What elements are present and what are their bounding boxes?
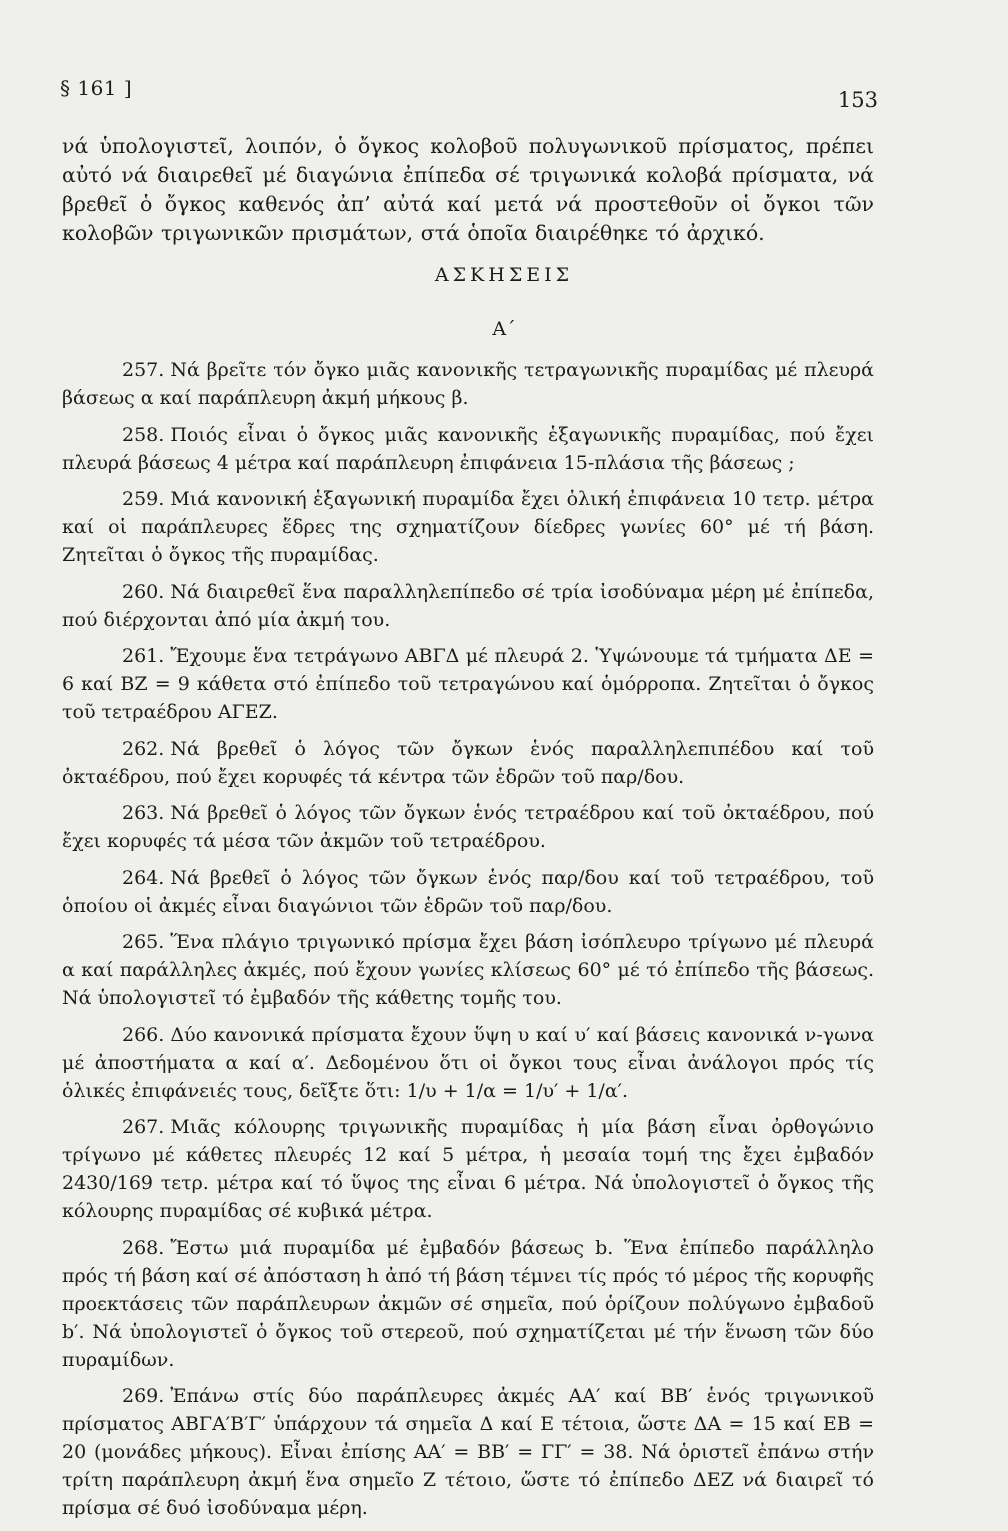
exercise-item xyxy=(62,642,874,726)
subsection-title: Α΄ xyxy=(492,318,516,340)
exercise-text: Μιά κανονική ἑξαγωνική πυραμίδα ἔχει ὁλική ἐπιφάνεια 10 τετρ. μέτρα καί οἱ παράπλευρες ἕδρες της σχηματίζουν δίεδρες γωνίες 60° μέ τή βάση. Ζητεῖται ὁ ὄγκος τῆς πυραμίδας. xyxy=(62,488,874,566)
exercise-item xyxy=(62,485,874,569)
exercise-text: Ποιός εἶναι ὁ ὄγκος μιᾶς κανονικῆς ἑξαγωνικῆς πυραμίδας, πού ἔχει πλευρά βάσεως 4 μέτρα καί παράπλευρη ἐπιφάνεια 15-πλάσια τῆς βάσεως ; xyxy=(62,423,874,474)
exercise-item xyxy=(62,421,874,477)
exercise-number: 262. xyxy=(122,737,165,760)
exercise-number: 265. xyxy=(122,931,165,953)
page-number: 153 xyxy=(837,88,878,112)
exercise-number: 257. xyxy=(122,359,165,381)
exercise-item xyxy=(62,1021,874,1105)
exercise-item xyxy=(62,356,874,412)
exercise-number: 267. xyxy=(122,1116,165,1138)
exercise-number: 259. xyxy=(122,488,165,510)
exercise-item xyxy=(62,1382,874,1522)
exercise-item xyxy=(62,799,874,855)
exercise-text: Νά βρεθεῖ ὁ λόγος τῶν ὄγκων ἑνός παραλληλεπιπέδου καί τοῦ ὀκταέδρου, πού ἔχει κορυφές τά κέντρα τῶν ἑδρῶν τοῦ παρ/δου. xyxy=(62,737,874,788)
exercise-list xyxy=(62,356,874,1531)
exercise-item xyxy=(62,735,874,791)
exercise-number: 268. xyxy=(122,1236,165,1259)
exercise-text: Δύο κανονικά πρίσματα ἔχουν ὕψη υ καί υ′ καί βάσεις κανονικά ν-γωνα μέ ἀποστήματα α καί α′. Δεδομένου ὅτι οἱ ὄγκοι τους εἶναι ἀνάλογοι πρός τίς ὁλικές ἐπιφάνειές τους, δεῖξτε ὅτι: 1/υ + 1/α = 1/υ′ + 1/α′. xyxy=(62,1023,874,1102)
exercise-text: Νά διαιρεθεῖ ἕνα παραλληλεπίπεδο σέ τρία ἰσοδύναμα μέρη μέ ἐπίπεδα, πού διέρχονται ἀπό μία ἀκμή του. xyxy=(62,580,874,631)
section-title: ΑΣΚΗΣΕΙΣ xyxy=(434,264,574,286)
exercise-item xyxy=(62,864,874,920)
exercise-number: 269. xyxy=(122,1385,165,1407)
exercise-text: Ἔχουμε ἕνα τετράγωνο ΑΒΓΔ μέ πλευρά 2. Ὑψώνουμε τά τμήματα ΔΕ = 6 καί ΒΖ = 9 κάθετα στό ἐπίπεδο τοῦ τετραγώνου καί ὁμόρροπα. Ζητεῖται ὁ ὄγκος τοῦ τετραέδρου ΑΓΕΖ. xyxy=(62,645,874,723)
exercise-number: 258. xyxy=(122,423,165,446)
exercise-number: 261. xyxy=(122,645,165,667)
exercise-number: 266. xyxy=(122,1023,165,1046)
exercise-text: Νά βρεῖτε τόν ὄγκο μιᾶς κανονικῆς τετραγωνικῆς πυραμίδας μέ πλευρά βάσεως α καί παράπλευρη ἀκμή μήκους β. xyxy=(62,359,874,409)
exercise-text: Ἔστω μιά πυραμίδα μέ ἐμβαδόν βάσεως b. Ἕνα ἐπίπεδο παράλληλο πρός τή βάση καί σέ ἀπόσταση h ἀπό τή βάση τέμνει τίς πρός τό μέρος τῆς κορυφῆς προεκτάσεις τῶν παράπλευρων ἀκμῶν σέ σημεῖα, πού ὁρίζουν πολύγωνο ἐμβαδοῦ b′. Νά ὑπολογιστεῖ ὁ ὄγκος τοῦ στερεοῦ, πού σχηματίζεται μέ τήν ἕνωση τῶν δύο πυραμίδων. xyxy=(62,1236,874,1371)
exercise-item xyxy=(62,1234,874,1374)
exercise-text: Ἕνα πλάγιο τριγωνικό πρίσμα ἔχει βάση ἰσόπλευρο τρίγωνο μέ πλευρά α καί παράλληλες ἀκμές, πού ἔχουν γωνίες κλίσεως 60° μέ τό ἐπίπεδο τῆς βάσεως. Νά ὑπολογιστεῖ τό ἐμβαδόν τῆς κάθετης τομῆς του. xyxy=(62,931,874,1009)
exercise-text: Νά βρεθεῖ ὁ λόγος τῶν ὄγκων ἑνός παρ/δου καί τοῦ τετραέδρου, τοῦ ὁποίου οἱ ἀκμές εἶναι διαγώνιοι τῶν ἑδρῶν τοῦ παρ/δου. xyxy=(62,866,874,917)
section-reference: § 161 ] xyxy=(60,76,133,100)
exercise-item xyxy=(62,928,874,1012)
exercise-number: 263. xyxy=(122,802,165,824)
exercise-number: 264. xyxy=(122,866,165,889)
exercise-number: 260. xyxy=(122,580,165,603)
exercise-item xyxy=(62,1113,874,1225)
exercise-text: Μιᾶς κόλουρης τριγωνικῆς πυραμίδας ἡ μία βάση εἶναι ὀρθογώνιο τρίγωνο μέ κάθετες πλευρές 12 καί 5 μέτρα, ἡ μεσαία τομή της ἔχει ἐμβαδόν 2430/169 τετρ. μέτρα καί τό ὕψος της εἶναι 6 μέτρα. Νά ὑπολογιστεῖ ὁ ὄγκος τῆς κόλουρης πυραμίδας σέ κυβικά μέτρα. xyxy=(62,1116,874,1222)
exercise-text: Ἐπάνω στίς δύο παράπλευρες ἀκμές ΑΑ′ καί ΒΒ′ ἑνός τριγωνικοῦ πρίσματος ΑΒΓΑ′Β′Γ′ ὑπάρχουν τά σημεῖα Δ καί Ε τέτοια, ὥστε ΔΑ = 15 καί ΕΒ = 20 (μονάδες μήκους). Εἶναι ἐπίσης ΑΑ′ = ΒΒ′ = ΓΓ′ = 38. Νά ὁριστεῖ ἐπάνω στήν τρίτη παράπλευρη ἀκμή ἕνα σημεῖο Ζ τέτοιο, ὥστε τό ἐπίπεδο ΔΕΖ νά διαιρεῖ τό πρίσμα σέ δυό ἰσοδύναμα μέρη. xyxy=(62,1385,874,1519)
intro-paragraph: νά ὑπολογιστεῖ, λοιπόν, ὁ ὄγκος κολοβοῦ πολυγωνικοῦ πρίσματος, πρέπει αὐτό νά διαιρεθεῖ μέ διαγώνια ἐπίπεδα σέ τριγωνικά κολοβά πρίσματα, νά βρεθεῖ ὁ ὄγκος καθενός ἀπ’ αὐτά καί μετά νά προστεθοῦν οἱ ὄγκοι τῶν κολοβῶν τριγωνικῶν πρισμάτων, στά ὁποῖα διαιρέθηκε τό ἀρχικό. xyxy=(62,134,874,245)
exercise-text: Νά βρεθεῖ ὁ λόγος τῶν ὄγκων ἑνός τετραέδρου καί τοῦ ὀκταέδρου, πού ἔχει κορυφές τά μέσα τῶν ἀκμῶν τοῦ τετραέδρου. xyxy=(62,802,874,852)
exercise-item xyxy=(62,578,874,634)
